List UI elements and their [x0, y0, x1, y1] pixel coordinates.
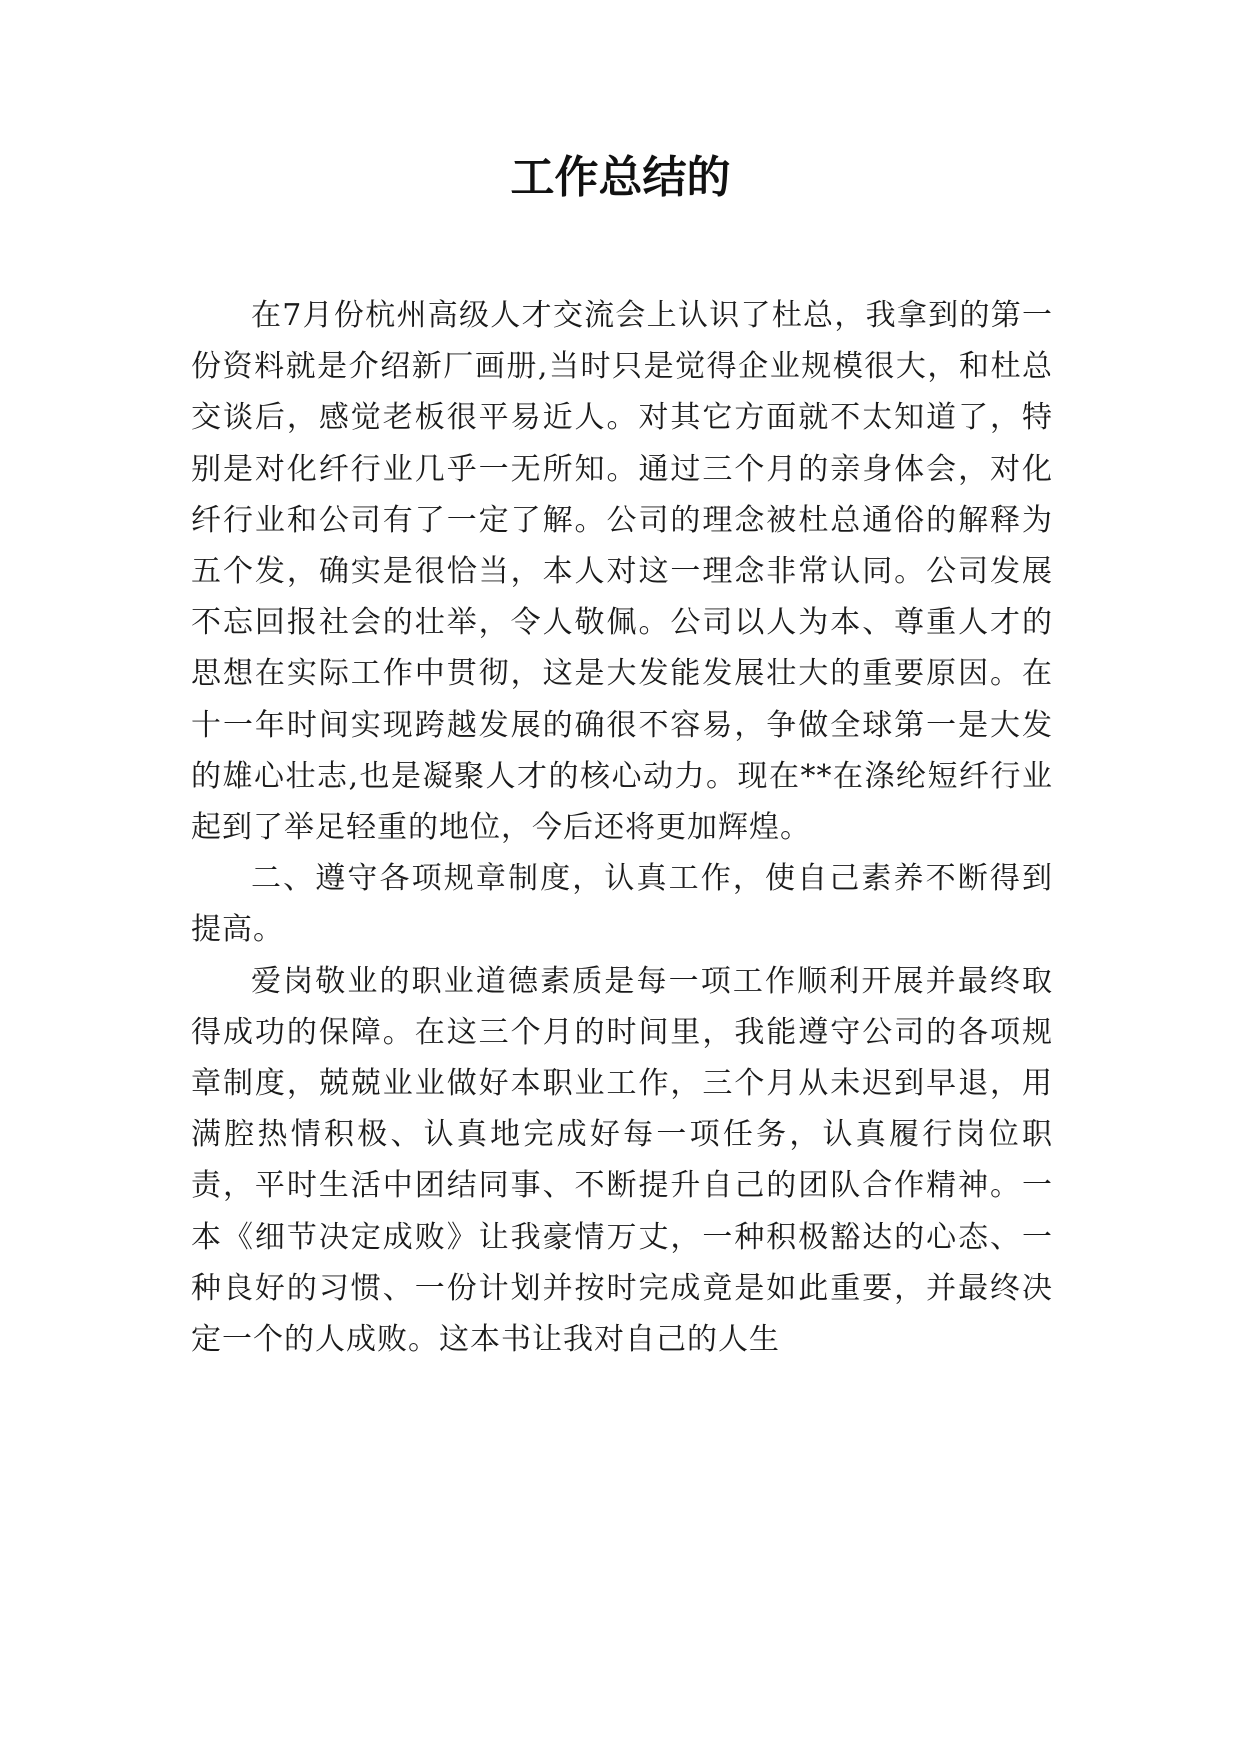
document-title: 工作总结的	[510, 152, 731, 203]
paragraph-company-impression: 在7月份杭州高级人才交流会上认识了杜总，我拿到的第一份资料就是介绍新厂画册,当时只是觉得企业规模很大，和杜总交谈后，感觉老板很平易近人。对其它方面就不太知道了，特别是对化纤行业几乎一无所知。通过三个月的亲身体会，对化纤行业和公司有了一定了解。公司的理念被杜总通俗的解释为五个发，确实是很恰当，本人对这一理念非常认同。公司发展不忘回报社会的壮举，令人敬佩。公司以人为本、尊重人才的思想在实际工作中贯彻，这是大发能发展壮大的重要原因。在十一年时间实现跨越发展的确很不容易，争做全球第一是大发的雄心壮志,也是凝聚人才的核心动力。现在**在涤纶短纤行业起到了举足轻重的地位，今后还将更加辉煌。	[191, 298, 1053, 846]
document-body	[191, 290, 1053, 1365]
paragraph-work-ethic: 爱岗敬业的职业道德素质是每一项工作顺利开展并最终取得成功的保障。在这三个月的时间里，我能遵守公司的各项规章制度，兢兢业业做好本职业工作，三个月从未迟到早退，用满腔热情积极、认真地完成好每一项任务，认真履行岗位职责，平时生活中团结同事、不断提升自己的团队合作精神。一本《细节决定成败》让我豪情万丈，一种积极豁达的心态、一种良好的习惯、一份计划并按时完成竟是如此重要，并最终决定一个的人成败。这本书让我对自己的人生	[191, 963, 1053, 1358]
paragraph-section-heading-rules: 二、遵守各项规章制度，认真工作，使自己素养不断得到提高。	[191, 861, 1053, 948]
